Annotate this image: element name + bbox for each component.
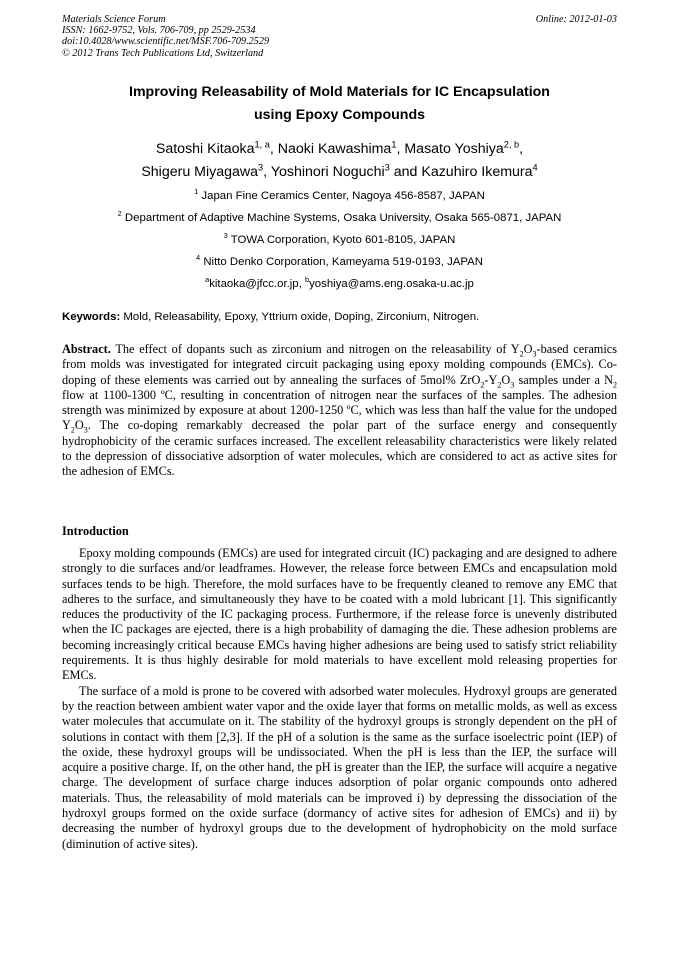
author-separator: , bbox=[519, 141, 524, 157]
paper-title bbox=[62, 81, 617, 127]
affiliation-text: Department of Adaptive Machine Systems, Osaka University, Osaka 565-0871, JAPAN bbox=[121, 212, 562, 224]
subscript: 3 bbox=[532, 349, 537, 359]
keywords bbox=[62, 310, 617, 324]
author-affiliation-mark: 1 bbox=[391, 139, 397, 150]
author-separator: and bbox=[389, 164, 422, 180]
keywords-text: Mold, Releasability, Epoxy, Yttrium oxide, Doping, Zirconium, Nitrogen. bbox=[120, 311, 480, 323]
author-separator: , bbox=[396, 141, 405, 157]
affiliation-mark: 3 bbox=[223, 231, 228, 241]
abstract-text: -based ceramics from molds was investigated for integrated circuit packaging using epoxy molding compounds (EMCs). Co-doping of these elements was carried out by annealing the surfaces of 5mol% ZrO bbox=[62, 342, 617, 387]
author-name: Satoshi Kitaoka bbox=[155, 141, 255, 157]
abstract-text: O bbox=[501, 372, 511, 387]
author-name: Naoki Kawashima bbox=[277, 141, 392, 157]
subscript: 2 bbox=[612, 380, 617, 390]
abstract-text: . The co-doping remarkably decreased the polar part of the surface energy and consequently hydrophobicity of the ceramic surfaces increased. The excellent releasability characteristics were likely related to the depression of dissociative adsorption of water molecules, which are considered to act as active sites for the adhesion of EMCs. bbox=[62, 418, 617, 479]
subscript: 2 bbox=[519, 349, 524, 359]
email-mark: a bbox=[205, 275, 210, 285]
author-list bbox=[62, 138, 617, 184]
author-name: Shigeru Miyagawa bbox=[141, 164, 259, 180]
paragraph: The surface of a mold is prone to be covered with adsorbed water molecules. Hydroxyl groups are generated by the reaction between ambient water vapor and the oxide layer that forms on metallic molds, as well as excess water molecules that accumulate on it. The stability of the hydroxyl groups is strongly dependent on the pH of solutions in contact with them [2,3]. If the pH of a solution is the same as the surface isoelectric point (IEP) of the oxide, these hydroxyl groups will be undissociated. When the pH is less than the IEP, the surface will acquire a positive charge. If, on the other hand, the pH is greater than the IEP, the surface will acquire a negative charge. The development of surface charge induces adsorption of polar organic compounds onto adhered materials. Thus, the releasability of mold materials can be improved i) by depressing the dissociation of the hydroxyl groups formed on the oxide surface (dormancy of active sites for adhesion of EMCs) and ii) by decreasing the number of hydroxyl groups due to the development of hydrophobicity on the mold surface (diminution of active sites). bbox=[62, 683, 617, 851]
affiliation-4 bbox=[62, 251, 617, 273]
title-line-2: using Epoxy Compounds bbox=[253, 107, 426, 123]
doi-line: doi:10.4028/www.scientific.net/MSF.706-709.2529 bbox=[62, 36, 270, 48]
author-affiliation-mark: 3 bbox=[258, 162, 264, 173]
abstract-text: The effect of dopants such as zirconium and nitrogen on the releasability of Y bbox=[110, 342, 520, 356]
section-heading-introduction: Introduction bbox=[62, 524, 129, 538]
email-link-a[interactable]: kitaoka@jfcc.or.jp bbox=[209, 278, 299, 290]
abstract-text: O bbox=[74, 418, 84, 433]
subscript: 2 bbox=[70, 425, 75, 435]
abstract-text: O bbox=[523, 342, 533, 356]
email-mark: b bbox=[304, 275, 310, 285]
author-line-1 bbox=[62, 138, 617, 161]
author-separator: , bbox=[269, 141, 278, 157]
subscript: 3 bbox=[83, 425, 88, 435]
abstract-text: flow at 1100-1300 ºC, resulting in concentration of nitrogen near the surfaces of the samples. The adhesion strength was minimized by exposure at about 1200-1250 ºC, which was less than half the value for the undoped Y bbox=[62, 387, 617, 433]
email-line bbox=[62, 273, 617, 295]
subscript: 2 bbox=[497, 380, 502, 390]
affiliation-2 bbox=[62, 207, 617, 229]
abstract bbox=[62, 342, 617, 480]
author-affiliation-mark: 4 bbox=[532, 162, 538, 173]
email-separator: , bbox=[298, 278, 305, 290]
affiliation-mark: 1 bbox=[194, 187, 199, 197]
affiliation-mark: 2 bbox=[117, 209, 122, 219]
affiliation-mark: 4 bbox=[196, 253, 201, 263]
author-name: Kazuhiro Ikemura bbox=[421, 164, 533, 180]
subscript: 2 bbox=[480, 380, 485, 390]
online-date: Online: 2012-01-03 bbox=[535, 14, 617, 25]
email-link-b[interactable]: yoshiya@ams.eng.osaka-u.ac.jp bbox=[309, 278, 474, 290]
affiliation-list bbox=[62, 185, 617, 295]
journal-header bbox=[62, 14, 617, 59]
affiliation-3 bbox=[62, 229, 617, 251]
author-name: Masato Yoshiya bbox=[404, 141, 504, 157]
abstract-text: -Y bbox=[484, 372, 498, 387]
copyright-line: © 2012 Trans Tech Publications Ltd, Switzerland bbox=[62, 47, 264, 59]
issn-line: ISSN: 1662-9752, Vols. 706-709, pp 2529-2534 bbox=[62, 25, 256, 37]
introduction-body bbox=[62, 546, 617, 852]
paragraph: Epoxy molding compounds (EMCs) are used for integrated circuit (IC) packaging and are designed to adhere strongly to die surfaces and/or leadframes. However, the release force between EMCs and encapsulation mold surfaces tends to be high. Therefore, the mold surfaces have to be frequently cleaned to remove any EMC that adheres to the surface, and simultaneously they have to be coated with a mold lubricant [1]. This significantly reduces the productivity of the IC packaging process. Furthermore, if the release force is unevenly distributed when the IC packages are ejected, there is a high probability of damaging the die. These adhesion problems are becoming increasingly critical because EMCs having higher adhesions are being used to satisfy strict reliability requirements. It is thus highly desirable for mold materials to have excellent mold releasing properties for EMCs. bbox=[62, 546, 617, 683]
author-affiliation-mark: 3 bbox=[384, 162, 390, 173]
affiliation-text: Nitto Denko Corporation, Kameyama 519-0193, JAPAN bbox=[200, 256, 483, 268]
affiliation-text: TOWA Corporation, Kyoto 601-8105, JAPAN bbox=[227, 234, 456, 246]
abstract-text: samples under a N bbox=[514, 372, 613, 387]
author-affiliation-mark: 2, b bbox=[503, 139, 520, 150]
author-separator: , bbox=[263, 164, 271, 180]
title-line-1: Improving Releasability of Mold Materials for IC Encapsulation bbox=[129, 84, 550, 100]
subscript: 3 bbox=[510, 380, 515, 390]
author-affiliation-mark: 1, a bbox=[254, 139, 270, 150]
abstract-label: Abstract. bbox=[62, 342, 111, 356]
affiliation-text: Japan Fine Ceramics Center, Nagoya 456-8587, JAPAN bbox=[198, 190, 485, 202]
journal-name: Materials Science Forum bbox=[62, 14, 166, 25]
author-name: Yoshinori Noguchi bbox=[270, 164, 385, 180]
affiliation-1 bbox=[62, 185, 617, 207]
author-line-2 bbox=[62, 161, 617, 184]
keywords-label: Keywords: bbox=[62, 311, 121, 323]
